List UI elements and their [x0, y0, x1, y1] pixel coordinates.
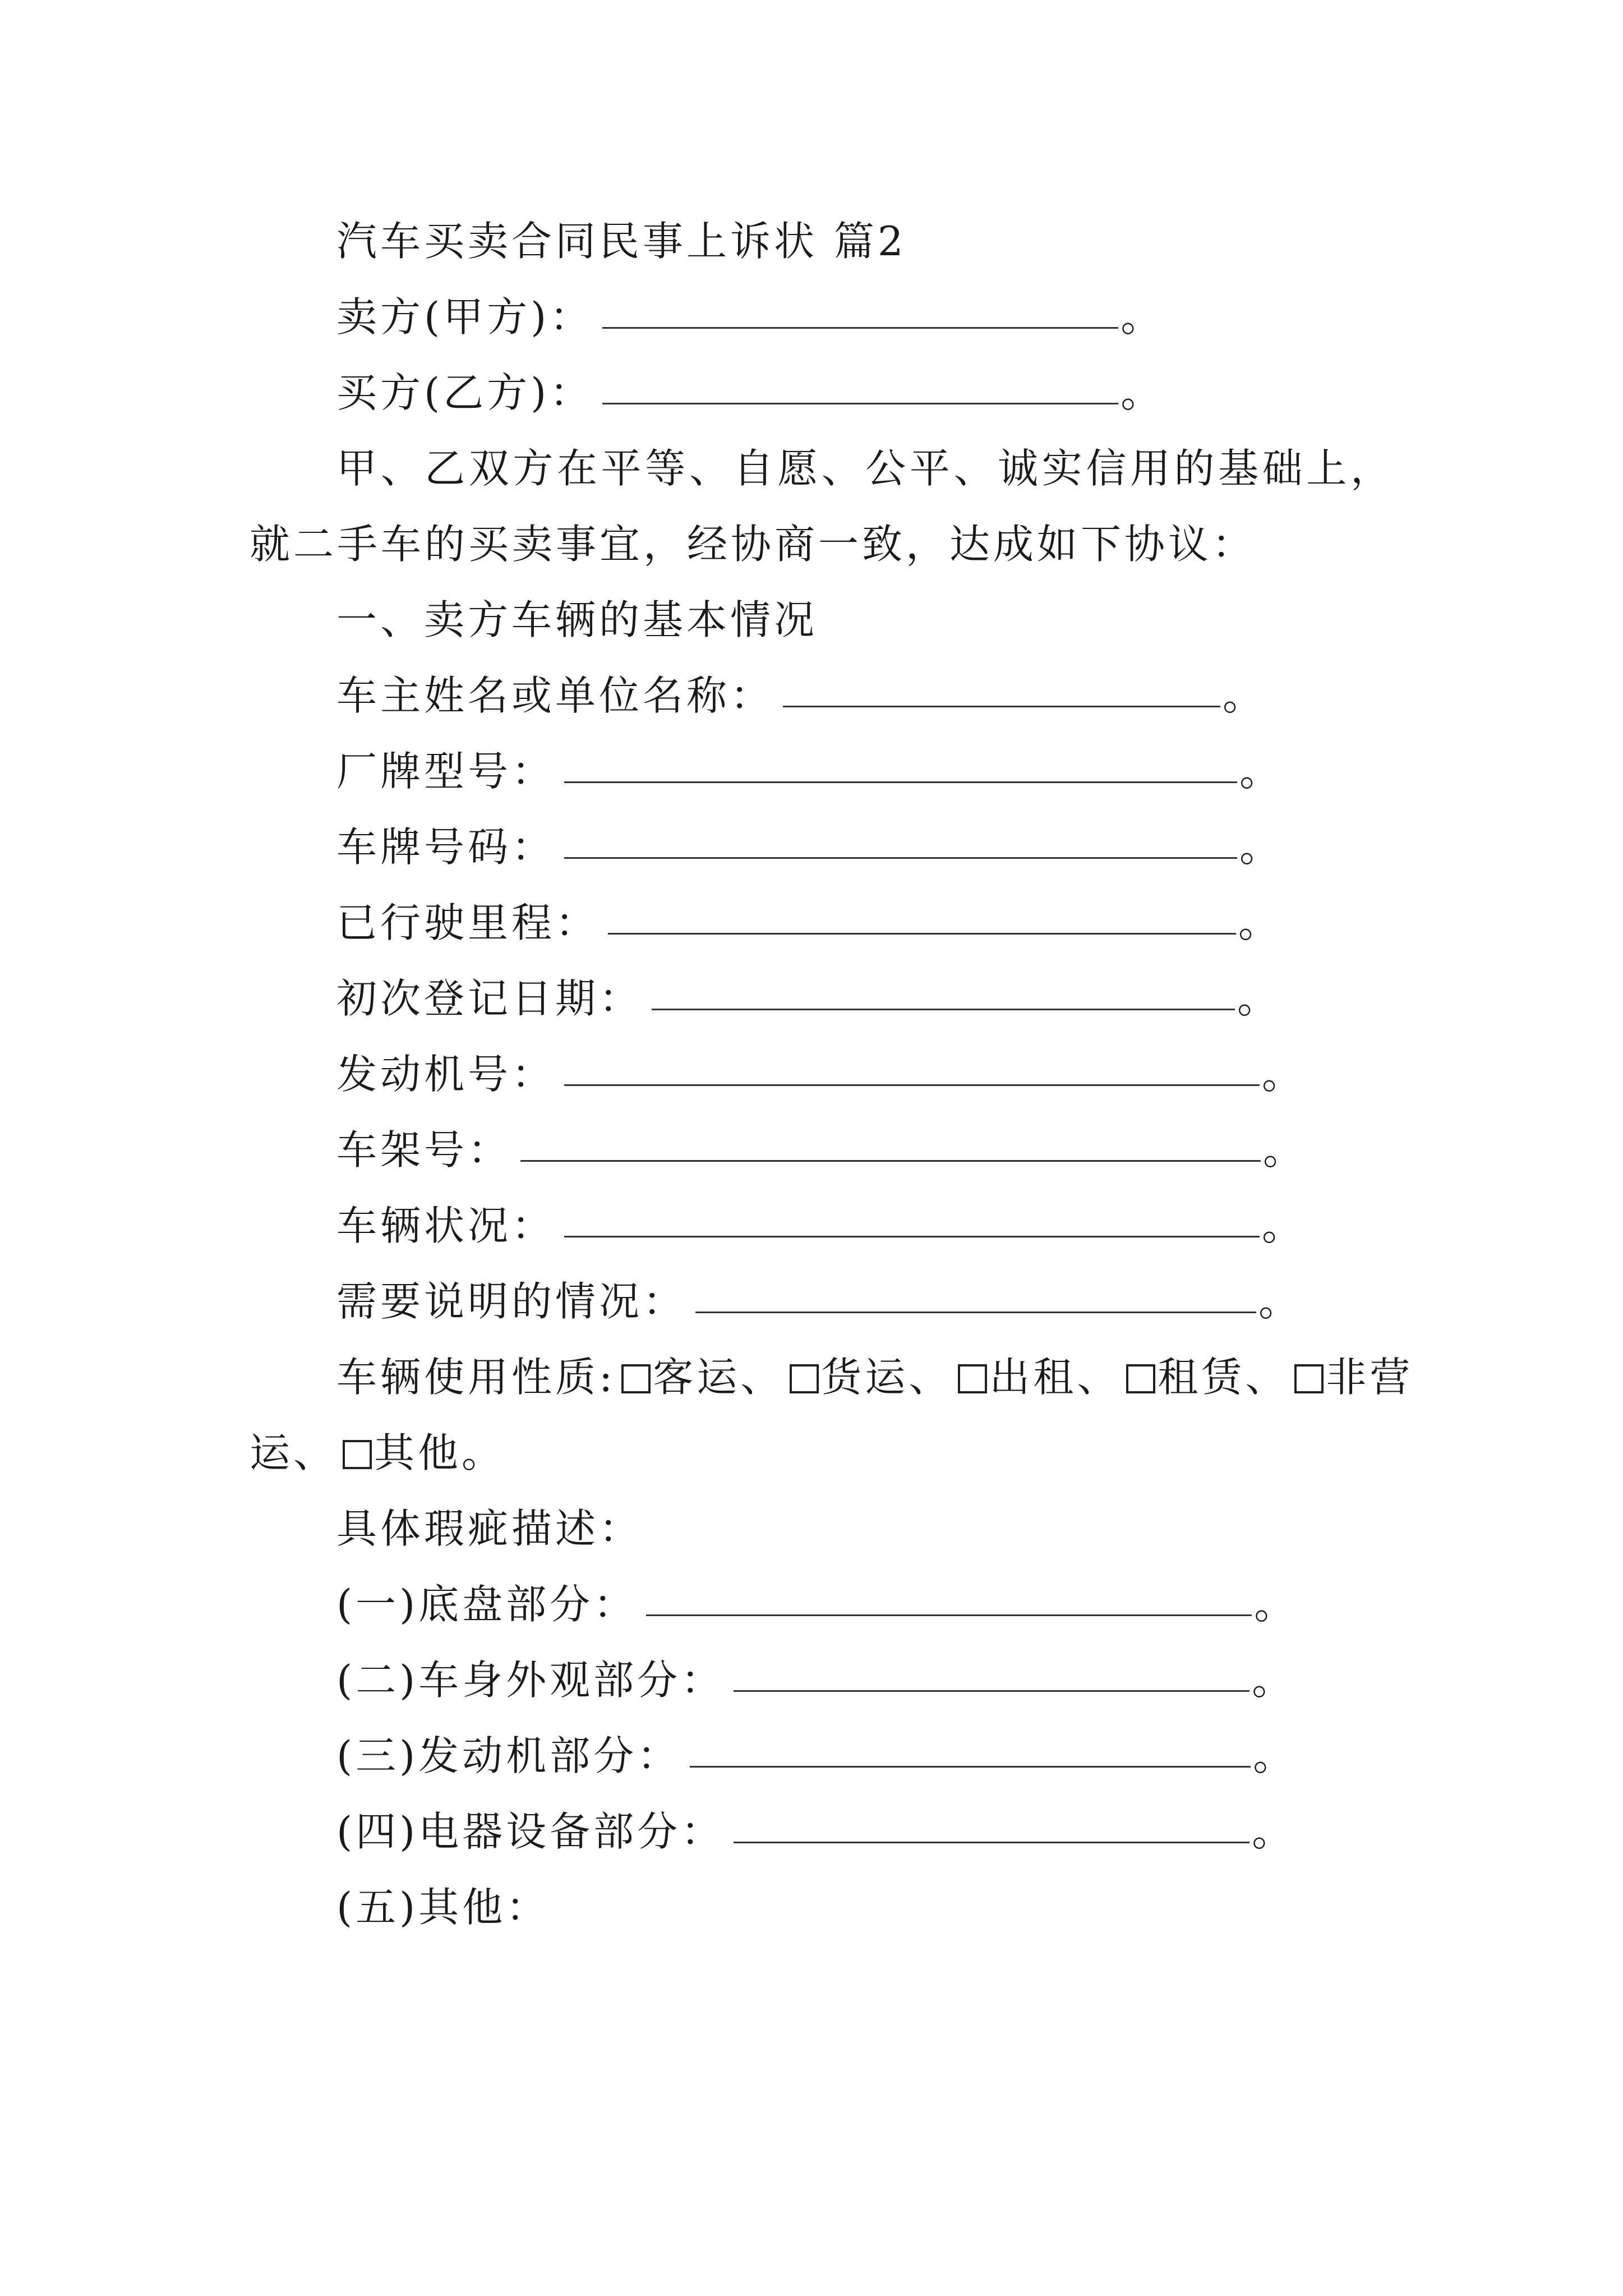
engine-defect-blank[interactable] [690, 1722, 1251, 1768]
defect-other: (五)其他： [336, 1884, 550, 1931]
checkbox-other[interactable] [343, 1440, 372, 1469]
engine-number-blank[interactable] [564, 1041, 1260, 1086]
defects-heading: 具体瑕疵描述： [336, 1505, 643, 1552]
notes-blank[interactable] [695, 1268, 1256, 1313]
section-heading-vehicle-info: 一、卖方车辆的基本情况 [336, 596, 818, 643]
checkbox-freight[interactable] [790, 1364, 819, 1393]
field-engine-number: 发动机号： 。 [336, 1041, 1306, 1108]
usage-label: 车辆使用性质: [336, 1354, 616, 1401]
seller-label: 卖方(甲方)： [336, 293, 594, 341]
field-vehicle-condition: 车辆状况： 。 [336, 1192, 1306, 1259]
defect-chassis: (一)底盘部分： 。 [336, 1571, 1298, 1638]
checkbox-non-commercial[interactable] [1294, 1364, 1324, 1393]
buyer-blank[interactable] [602, 359, 1118, 404]
plate-number-blank[interactable] [564, 813, 1237, 859]
seller-line: 卖方(甲方)： 。 [336, 283, 1164, 351]
owner-name-blank[interactable] [783, 662, 1220, 707]
vehicle-condition-blank[interactable] [564, 1192, 1260, 1237]
usage-line-1: 车辆使用性质: 客运、 货运、 出租、 租赁、 非营 [336, 1354, 1414, 1401]
defect-electrical: (四)电器设备部分： 。 [336, 1798, 1295, 1865]
document-title: 汽车买卖合同民事上诉状 篇2 [336, 218, 907, 265]
chassis-blank[interactable] [646, 1571, 1252, 1616]
defect-body: (二)车身外观部分： 。 [336, 1646, 1295, 1714]
field-owner-name: 车主姓名或单位名称： 。 [336, 662, 1266, 729]
mileage-blank[interactable] [608, 889, 1236, 935]
checkbox-leasing[interactable] [1126, 1364, 1155, 1393]
seller-blank[interactable] [602, 283, 1118, 329]
buyer-label: 买方(乙方)： [336, 369, 594, 416]
intro-line-1: 甲、乙双方在平等、自愿、公平、诚实信用的基础上， [336, 445, 1391, 492]
field-vin: 车架号： 。 [336, 1116, 1307, 1184]
usage-line-2: 运、 其他。 [250, 1429, 506, 1476]
registration-date-blank[interactable] [652, 965, 1235, 1010]
brand-model-blank[interactable] [564, 738, 1237, 783]
field-plate-number: 车牌号码： 。 [336, 813, 1283, 881]
defect-engine: (三)发动机部分： 。 [336, 1722, 1297, 1789]
body-blank[interactable] [734, 1646, 1249, 1692]
checkbox-taxi[interactable] [958, 1364, 987, 1393]
field-registration-date: 初次登记日期： 。 [336, 965, 1281, 1032]
vin-blank[interactable] [520, 1116, 1261, 1162]
field-mileage: 已行驶里程： 。 [336, 889, 1282, 956]
electrical-blank[interactable] [734, 1798, 1249, 1843]
intro-line-2: 就二手车的买卖事宜，经协商一致，达成如下协议： [250, 521, 1256, 568]
field-notes: 需要说明的情况： 。 [336, 1268, 1302, 1335]
field-brand-model: 厂牌型号： 。 [336, 738, 1283, 805]
checkbox-passenger[interactable] [621, 1364, 651, 1393]
buyer-line: 买方(乙方)： 。 [336, 359, 1164, 426]
